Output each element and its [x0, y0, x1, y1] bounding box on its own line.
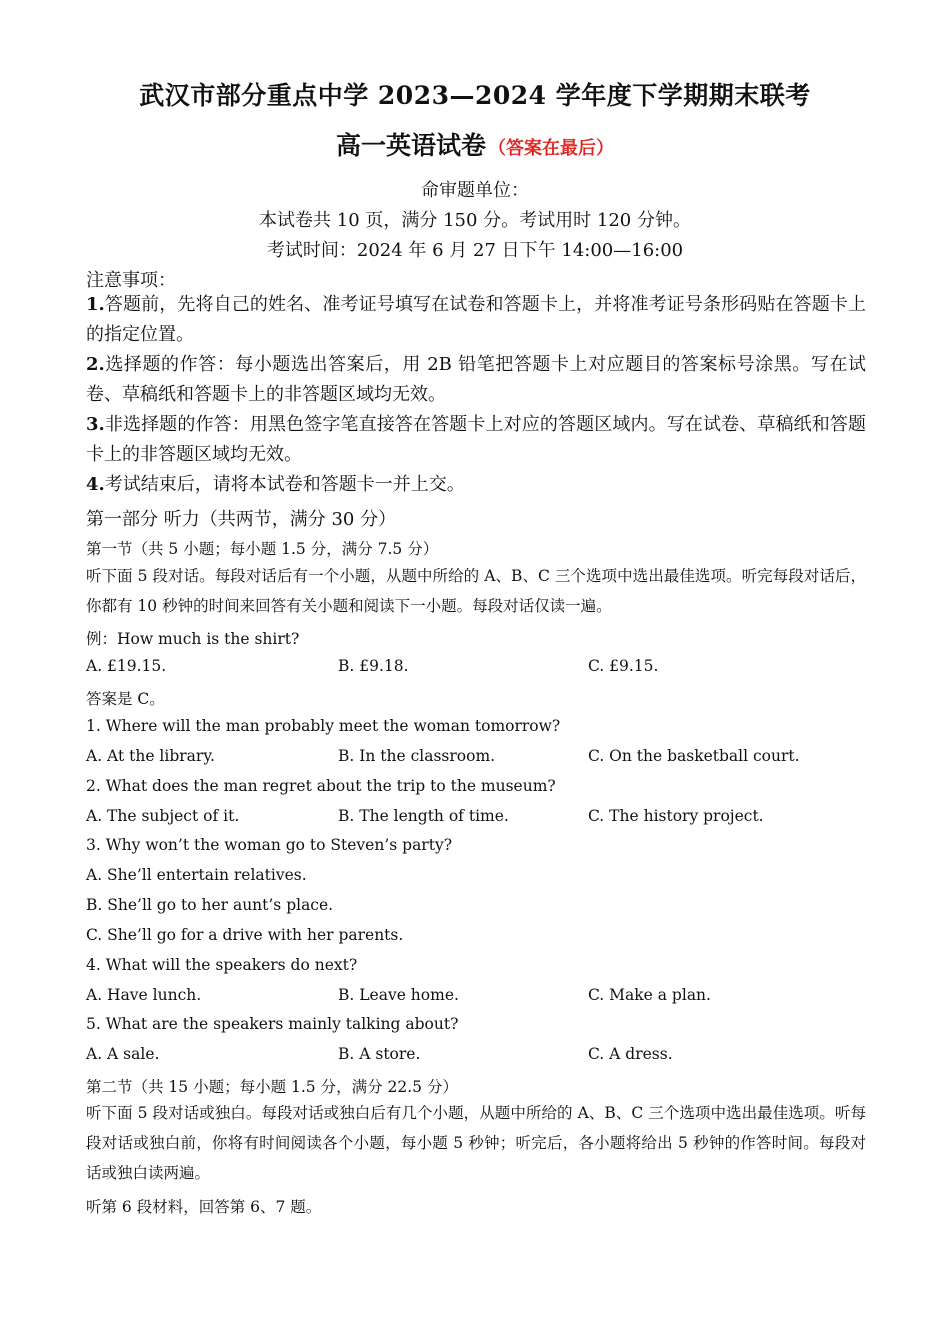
- question-3-option-c: C. She’ll go for a drive with her parents.: [86, 926, 404, 944]
- question-3-option-a: A. She’ll entertain relatives.: [86, 866, 307, 884]
- question-1-option-a: A. At the library.: [86, 747, 215, 765]
- question-2: 2. What does the man regret about the trip to the museum?: [86, 777, 556, 795]
- notice-item-text: 考试结束后，请将本试卷和答题卡一并上交。: [104, 474, 465, 495]
- exam-subtitle: 高一英语试卷: [335, 131, 486, 160]
- question-2-option-c: C. The history project.: [588, 807, 764, 825]
- question-4-option-c: C. Make a plan.: [588, 986, 711, 1004]
- question-4-option-b: B. Leave home.: [338, 986, 459, 1004]
- question-5: 5. What are the speakers mainly talking about?: [86, 1015, 459, 1033]
- question-3: 3. Why won’t the woman go to Steven’s party?: [86, 836, 453, 854]
- question-2-option-a: A. The subject of it.: [86, 807, 240, 825]
- question-5-option-c: C. A dress.: [588, 1045, 673, 1063]
- question-3-option-b: B. She’ll go to her aunt’s place.: [86, 896, 334, 914]
- setter-line: 命审题单位：: [421, 180, 529, 201]
- notice-item-number: 1.: [86, 294, 105, 315]
- notice-item-3: [86, 410, 866, 470]
- notice-item-text: 选择题的作答：每小题选出答案后，用 2B 铅笔把答题卡上对应题目的答案标号涂黑。写在试卷、草稿纸和答题卡上的非答题区域均无效。: [86, 354, 866, 405]
- question-5-option-b: B. A store.: [338, 1045, 421, 1063]
- notice-item-number: 3.: [86, 414, 105, 435]
- notice-item-4: [86, 470, 866, 500]
- part1-heading: 第一部分 听力（共两节，满分 30 分）: [86, 509, 397, 530]
- example-option-b: B. £9.18.: [338, 657, 409, 675]
- section1-heading: 第一节（共 5 小题；每小题 1.5 分，满分 7.5 分）: [86, 540, 439, 558]
- notice-heading: 注意事项：: [86, 270, 176, 291]
- question-1-option-b: B. In the classroom.: [338, 747, 496, 765]
- exam-title: 武汉市部分重点中学 2023—2024 学年度下学期期末联考: [139, 81, 811, 110]
- question-4: 4. What will the speakers do next?: [86, 956, 358, 974]
- example-option-c: C. £9.15.: [588, 657, 659, 675]
- exam-time: 考试时间：2024 年 6 月 27 日下午 14:00—16:00: [266, 240, 684, 261]
- example-answer: 答案是 C。: [86, 690, 165, 708]
- exam-info: 本试卷共 10 页，满分 150 分。考试用时 120 分钟。: [259, 210, 691, 231]
- section1-instructions: 听下面 5 段对话。每段对话后有一个小题，从题中所给的 A、B、C 三个选项中选出最佳选项。听完每段对话后，你都有 10 秒钟的时间来回答有关小题和阅读下一小题。每段对话仅读一遍。: [86, 567, 866, 615]
- question-4-option-a: A. Have lunch.: [86, 986, 202, 1004]
- question-5-option-a: A. A sale.: [86, 1045, 160, 1063]
- answer-note: （答案在最后）: [488, 138, 614, 159]
- question-1-option-c: C. On the basketball court.: [588, 747, 800, 765]
- notice-item-text: 非选择题的作答：用黑色签字笔直接答在答题卡上对应的答题区域内。写在试卷、草稿纸和答题卡上的非答题区域均无效。: [86, 414, 866, 465]
- section2-heading: 第二节（共 15 小题；每小题 1.5 分，满分 22.5 分）: [86, 1078, 458, 1096]
- exam-subtitle-line: [0, 126, 950, 162]
- notice-item-text: 答题前，先将自己的姓名、准考证号填写在试卷和答题卡上，并将准考证号条形码贴在答题卡上的指定位置。: [86, 294, 866, 345]
- section2-instructions: 听下面 5 段对话或独白。每段对话或独白后有几个小题，从题中所给的 A、B、C 三个选项中选出最佳选项。听每段对话或独白前，你将有时间阅读各个小题，每小题 5 秒钟；听完后，各小题将给出 5 秒钟的作答时间。每段对话或独白读两遍。: [86, 1104, 866, 1182]
- notice-item-number: 2.: [86, 354, 105, 375]
- question-1: 1. Where will the man probably meet the woman tomorrow?: [86, 717, 561, 735]
- question-2-option-b: B. The length of time.: [338, 807, 509, 825]
- example-question: 例：How much is the shirt?: [86, 630, 300, 648]
- notice-item-2: [86, 350, 866, 410]
- section2-material: 听第 6 段材料，回答第 6、7 题。: [86, 1198, 322, 1216]
- example-option-a: A. £19.15.: [86, 657, 167, 675]
- notice-item-1: [86, 290, 866, 350]
- notice-item-number: 4.: [86, 474, 105, 495]
